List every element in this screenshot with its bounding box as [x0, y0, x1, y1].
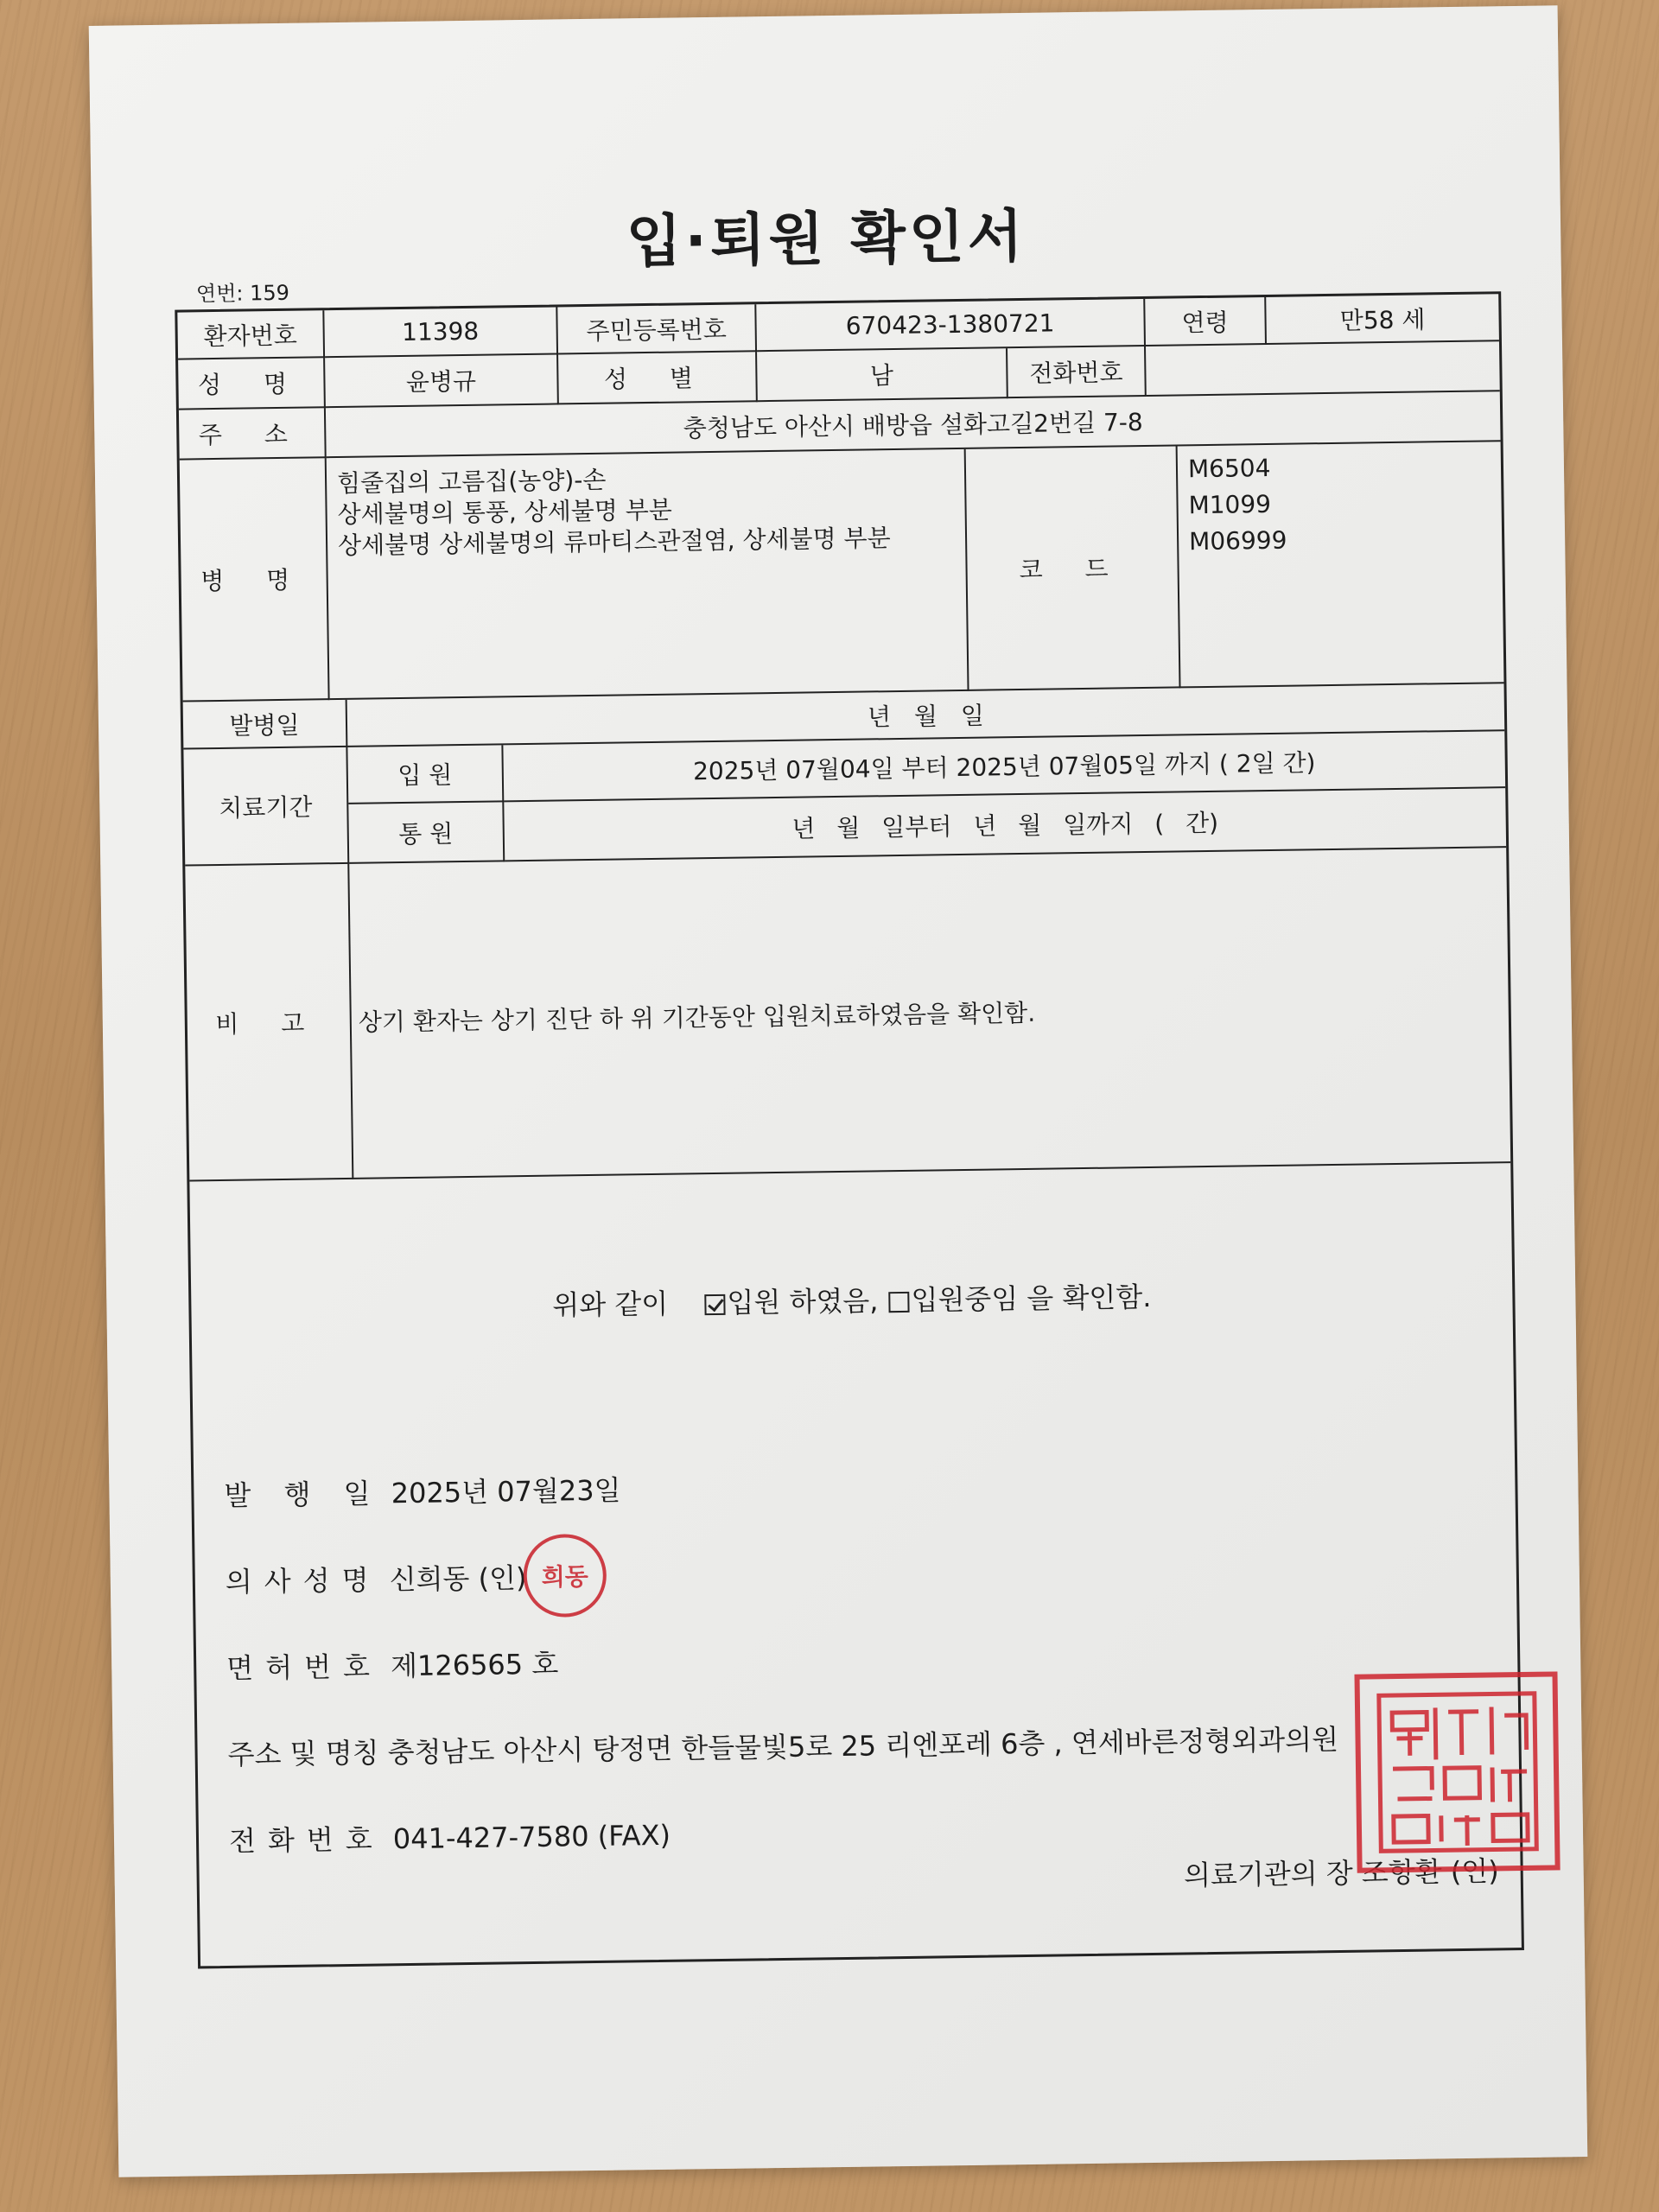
clinic-head-label: 의료기관의 장 — [1183, 1856, 1353, 1892]
rrn-value: 670423-1380721 — [756, 299, 1146, 352]
issue-date-label: 발 행 일 — [224, 1477, 383, 1512]
address-value: 충청남도 아산시 배방읍 설화고길2번길 7-8 — [326, 391, 1501, 458]
confirmation-suffix: 을 확인함. — [1027, 1280, 1152, 1315]
document-paper — [89, 5, 1588, 2177]
diagnosis-code: M6504 — [1187, 453, 1271, 484]
outpatient-label: 통 원 — [348, 802, 505, 864]
confirmation-prefix: 위와 같이 — [552, 1287, 669, 1322]
clinic-seal-stamp — [1354, 1671, 1560, 1872]
code-cell — [1178, 442, 1504, 688]
diagnosis-cell — [327, 449, 969, 700]
inpatient-label: 입 원 — [347, 745, 504, 804]
diagnosis-list — [337, 461, 891, 562]
clinic-phone-label: 전화번호 — [228, 1822, 385, 1858]
clinic-head-name: 조항환 — [1361, 1855, 1442, 1890]
outpatient-period: 년 월 일부터 년 월 일까지 ( 간) — [504, 788, 1506, 861]
document-title: 입·퇴원 확인서 — [626, 202, 1027, 276]
diagnosis-item: 상세불명 상세불명의 류마티스관절염, 상세불명 부분 — [337, 524, 891, 561]
doctor-name: 신희동 — [389, 1562, 470, 1597]
license-label: 면허번호 — [226, 1649, 383, 1685]
inpatient-done-label: 입원 하였음, — [727, 1284, 879, 1319]
code-list — [1188, 450, 1287, 561]
inpatient-done-checkbox[interactable] — [704, 1294, 725, 1315]
patient-id-value: 11398 — [324, 307, 558, 358]
doctor-seal-stamp — [523, 1534, 607, 1618]
onset-value: 년 월 일 — [347, 683, 1505, 747]
inpatient-period: 2025년 07월04일 부터 2025년 07월05일 까지 ( 2일 간) — [503, 731, 1505, 802]
address-label: 주 소 — [179, 408, 327, 460]
clinic-phone-value: 041-427-7580 (FAX) — [392, 1818, 671, 1856]
phone-label: 전화번호 — [1007, 346, 1147, 398]
clinic-address-label: 주소 및 명칭 — [227, 1736, 379, 1771]
doctor-seal-text: 희동 — [541, 1562, 589, 1592]
name-value: 윤병규 — [325, 354, 559, 408]
issue-date-value: 2025년 07월23일 — [391, 1473, 621, 1510]
code-label: 코 드 — [966, 446, 1181, 690]
remarks-value: 상기 환자는 상기 진단 하 위 기간동안 입원치료하였음을 확인함. — [349, 848, 1510, 1179]
diagnosis-item: 힘줄집의 고름집(농양)-손 — [336, 465, 607, 499]
diagnosis-item: 상세불명의 통풍, 상세불명 부분 — [337, 495, 673, 530]
sex-label: 성 별 — [558, 352, 758, 404]
phone-value — [1146, 341, 1500, 397]
doctor-seal-mark: (인) — [478, 1561, 527, 1595]
patient-id-label: 환자번호 — [177, 310, 325, 359]
clinic-phone-line — [229, 1814, 671, 1859]
license-line — [226, 1643, 559, 1687]
serial-number: 연번: 159 — [195, 280, 290, 307]
clinic-address-line — [227, 1718, 1338, 1773]
confirmation-line — [191, 1270, 1512, 1328]
diagnosis-code: M06999 — [1188, 525, 1287, 556]
rrn-label: 주민등록번호 — [557, 304, 757, 354]
diagnosis-code: M1099 — [1188, 489, 1272, 520]
age-value: 만58 세 — [1266, 294, 1499, 345]
treatment-label: 치료기간 — [183, 747, 349, 867]
remarks-label: 비 고 — [185, 864, 353, 1182]
age-label: 연령 — [1145, 297, 1267, 346]
doctor-line — [226, 1556, 527, 1600]
doctor-label: 의사성명 — [225, 1563, 381, 1599]
clinic-seal-icon — [1370, 1685, 1545, 1860]
inpatient-ongoing-checkbox[interactable] — [888, 1292, 909, 1313]
license-value: 제126565 호 — [390, 1647, 559, 1683]
clinic-head-seal-mark: (인) — [1450, 1854, 1499, 1889]
inpatient-ongoing-label: 입원중임 — [911, 1282, 1019, 1317]
sex-value: 남 — [757, 348, 1008, 402]
onset-label: 발병일 — [183, 700, 348, 750]
name-label: 성 명 — [178, 358, 326, 410]
form-table — [175, 291, 1524, 1968]
clinic-address-value: 충청남도 아산시 탕정면 한들물빛5로 25 리엔포레 6층 , 연세바른정형외과의원 — [387, 1722, 1339, 1770]
diagnosis-label: 병 명 — [180, 458, 330, 702]
issue-date-line — [224, 1469, 621, 1514]
